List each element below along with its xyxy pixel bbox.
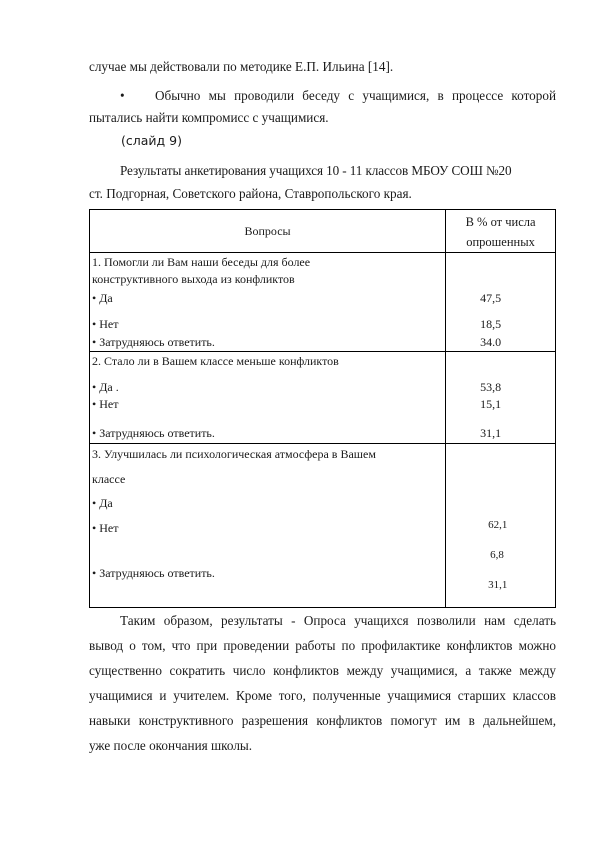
answer-option: • Да . <box>92 380 119 394</box>
answer-option: • Нет <box>92 317 119 331</box>
percent-value: 31,1 <box>488 579 508 591</box>
percent-value: 18,5 <box>480 317 502 331</box>
answer-option: • Нет <box>92 521 119 535</box>
percent-value: 15,1 <box>480 397 502 411</box>
text-line: существенно сократить число конфликтов между учащимися, а также между <box>89 663 556 678</box>
answer-option: • Затрудняюсь ответить. <box>92 335 215 349</box>
text-line: навыки конструктивного разрешения конфликтов помогут им в дальнейшем, <box>89 713 556 728</box>
text-line: учащимися и учителем. Кроме того, полученные учащимися старших классов <box>89 688 556 703</box>
percent-value: 62,1 <box>488 519 508 531</box>
question-title: 3. Улучшилась ли психологическая атмосфера в Вашем <box>92 447 376 461</box>
question-cell <box>90 253 446 352</box>
percent-cell <box>446 444 556 608</box>
answer-option: • Нет <box>92 397 119 411</box>
question-cell <box>90 444 446 608</box>
text-line: Таким образом, результаты - Опроса учащихся позволили нам сделать <box>120 613 556 628</box>
text-line: случае мы действовали по методике Е.П. Ильина [14]. <box>89 59 394 74</box>
table-row <box>90 444 556 608</box>
question-title: 1. Помогли ли Вам наши беседы для более <box>92 255 311 269</box>
table-row <box>90 352 556 444</box>
percent-cell <box>446 352 556 444</box>
text-line: пытались найти компромисс с учащимися. <box>89 110 329 125</box>
text-line: Обычно мы проводили беседу с учащимися, в процессе которой <box>155 88 556 103</box>
answer-option: • Затрудняюсь ответить. <box>92 426 215 440</box>
table-row <box>90 253 556 352</box>
question-cell <box>90 352 446 444</box>
column-header-questions: Вопросы <box>90 210 446 253</box>
table-caption: Результаты анкетирования учащихся 10 - 11 классов МБОУ СОШ №20 <box>120 163 512 178</box>
percent-cell <box>446 253 556 352</box>
column-header-percent-line: В % от числа <box>465 215 536 229</box>
percent-value: 53,8 <box>480 380 502 394</box>
question-title: конструктивного выхода из конфликтов <box>92 272 295 286</box>
table-caption: ст. Подгорная, Советского района, Ставропольского края. <box>89 186 412 201</box>
bullet-symbol: • <box>120 88 125 103</box>
survey-results-table <box>89 209 556 608</box>
question-title: 2. Стало ли в Вашем классе меньше конфликтов <box>92 354 339 368</box>
answer-option: • Да <box>92 291 113 305</box>
percent-value: 34.0 <box>480 335 502 349</box>
column-header-percent <box>446 210 556 253</box>
text-line: вывод о том, что при проведении работы по профилактике конфликтов можно <box>89 638 556 653</box>
text-line: уже после окончания школы. <box>89 738 253 753</box>
percent-value: 31,1 <box>480 426 502 440</box>
slide-reference: (слайд 9) <box>121 133 182 148</box>
question-title: классе <box>92 472 126 486</box>
answer-option: • Да <box>92 496 113 510</box>
table-header-row <box>90 210 556 253</box>
column-header-percent-line: опрошенных <box>466 235 535 249</box>
answer-option: • Затрудняюсь ответить. <box>92 566 215 580</box>
percent-value: 6,8 <box>490 549 504 561</box>
percent-value: 47,5 <box>480 291 502 305</box>
